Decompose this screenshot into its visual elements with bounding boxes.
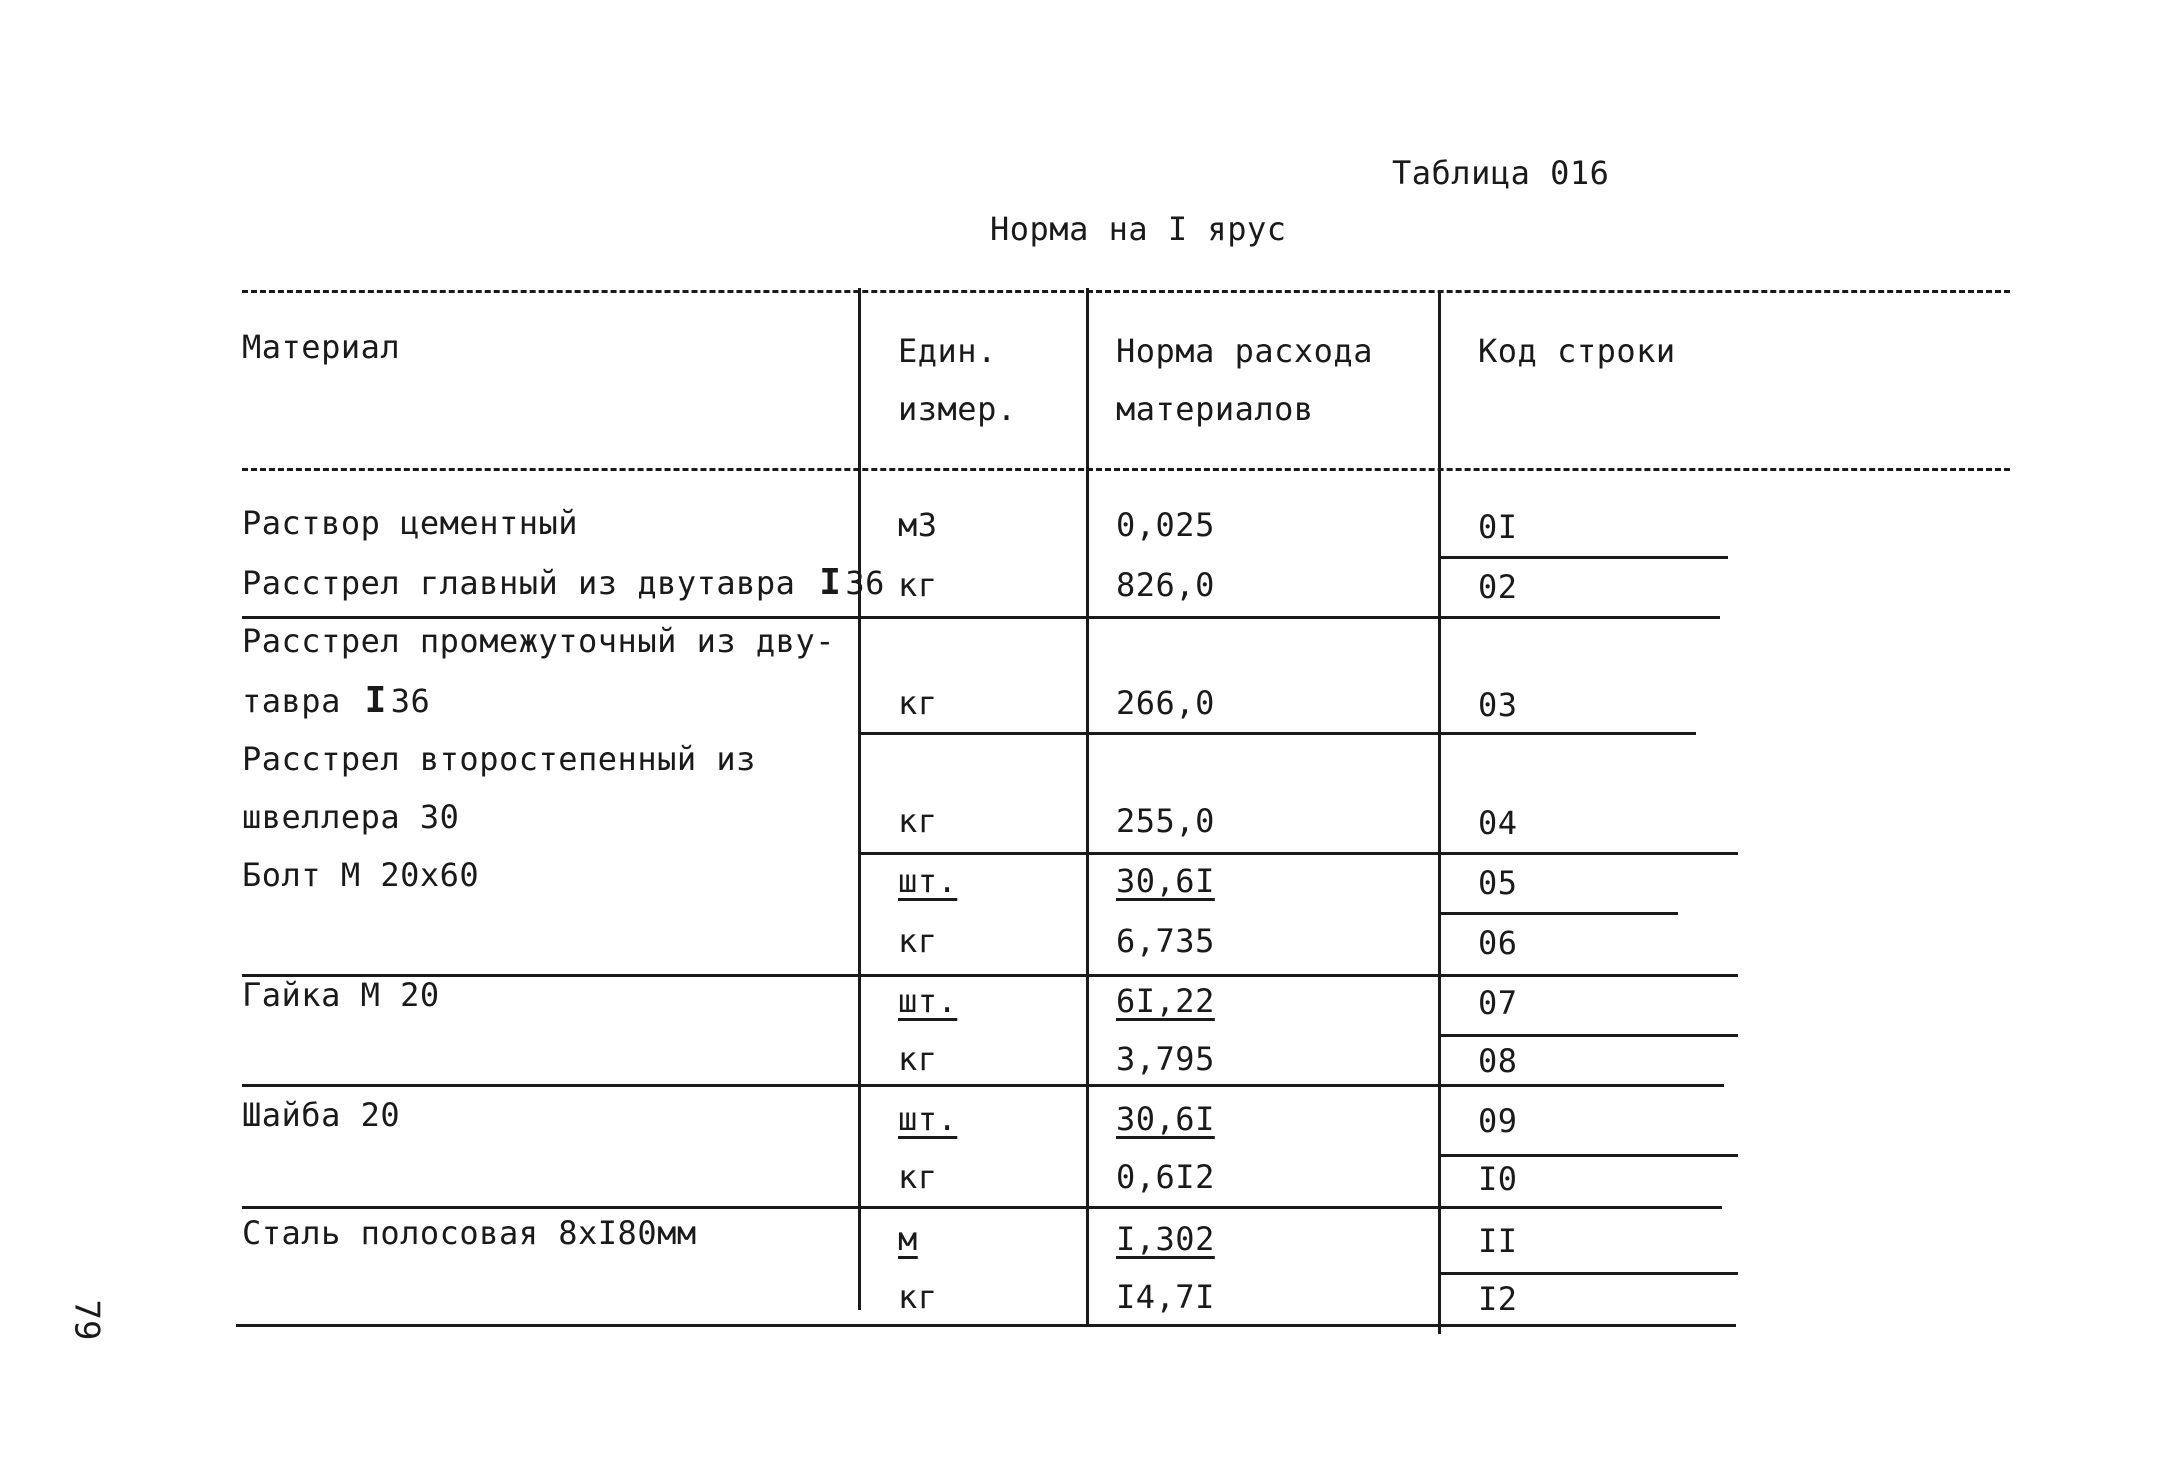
row-07-code: 07 <box>1478 984 1518 1022</box>
row-03-material-line1: Расстрел промежуточный из дву- <box>242 622 835 660</box>
row-11-material: Сталь полосовая 8хI80мм <box>242 1214 697 1252</box>
row-02-material-text: Расстрел главный из двутавра <box>242 564 796 602</box>
row-04-value: 255,0 <box>1116 802 1215 840</box>
row-05-value: 30,6I <box>1116 862 1215 900</box>
row-05-material: Болт М 20х60 <box>242 856 480 894</box>
row-03-unit: кг <box>898 684 938 722</box>
row-08-code: 08 <box>1478 1042 1518 1080</box>
row-rule <box>1438 556 1728 559</box>
row-rule <box>1438 1154 1738 1157</box>
row-rule <box>242 1206 1722 1209</box>
table-bottom-rule <box>236 1324 1736 1327</box>
table-subtitle: Норма на I ярус <box>990 210 1287 248</box>
row-07-material: Гайка М 20 <box>242 976 440 1014</box>
row-04-unit: кг <box>898 802 938 840</box>
header-unit-line1: Един. <box>898 332 997 370</box>
row-rule <box>242 616 1720 619</box>
row-08-unit: кг <box>898 1040 938 1078</box>
row-rule <box>1438 1034 1738 1037</box>
row-rule <box>242 974 1738 977</box>
table-number: Таблица 016 <box>1392 154 1610 192</box>
row-08-value: 3,795 <box>1116 1040 1215 1078</box>
row-10-code: I0 <box>1478 1160 1518 1198</box>
header-norm-line2: материалов <box>1116 390 1314 428</box>
row-06-unit: кг <box>898 922 938 960</box>
row-01-material: Раствор цементный <box>242 504 579 542</box>
column-divider-1 <box>858 288 861 1310</box>
row-09-value: 30,6I <box>1116 1100 1215 1138</box>
row-12-value: I4,7I <box>1116 1278 1215 1316</box>
row-06-value: 6,735 <box>1116 922 1215 960</box>
i-beam-icon: I <box>364 680 387 721</box>
row-10-unit: кг <box>898 1158 938 1196</box>
row-04-code: 04 <box>1478 804 1518 842</box>
row-02-code: 02 <box>1478 568 1518 606</box>
page-number: 79 <box>66 1299 107 1341</box>
row-09-unit: шт. <box>898 1100 958 1138</box>
column-divider-2 <box>1086 288 1089 1326</box>
row-03-code: 03 <box>1478 686 1518 724</box>
row-07-unit: шт. <box>898 982 958 1020</box>
row-02-material <box>242 562 885 603</box>
row-10-value: 0,6I2 <box>1116 1158 1215 1196</box>
row-06-code: 06 <box>1478 924 1518 962</box>
row-03-material-text: тавра <box>242 682 341 720</box>
row-12-code: I2 <box>1478 1280 1518 1318</box>
row-11-unit: м <box>898 1220 918 1258</box>
row-02-value: 826,0 <box>1116 566 1215 604</box>
row-09-material: Шайба 20 <box>242 1096 401 1134</box>
row-01-code: 0I <box>1478 508 1518 546</box>
row-03-value: 266,0 <box>1116 684 1215 722</box>
column-divider-3 <box>1438 292 1441 1334</box>
row-rule <box>858 732 1696 735</box>
row-01-unit: м3 <box>898 506 938 544</box>
row-rule <box>1438 912 1678 915</box>
row-12-unit: кг <box>898 1278 938 1316</box>
header-unit-line2: измер. <box>898 390 1017 428</box>
header-bottom-rule <box>242 468 2010 471</box>
row-04-material-line1: Расстрел второстепенный из <box>242 740 756 778</box>
row-03-material-line2 <box>242 680 430 721</box>
row-rule <box>1438 1272 1738 1275</box>
row-09-code: 09 <box>1478 1102 1518 1140</box>
i-beam-icon: I <box>819 562 842 603</box>
row-04-material-line2: швеллера 30 <box>242 798 460 836</box>
row-05-code: 05 <box>1478 864 1518 902</box>
row-07-value: 6I,22 <box>1116 982 1215 1020</box>
row-rule <box>858 852 1738 855</box>
row-11-code: II <box>1478 1222 1518 1260</box>
row-rule <box>242 1084 1724 1087</box>
row-02-unit: кг <box>898 566 938 604</box>
row-01-value: 0,025 <box>1116 506 1215 544</box>
row-03-beam-number: 36 <box>390 682 431 720</box>
row-02-beam-number: 36 <box>845 564 885 602</box>
header-code: Код строки <box>1478 332 1676 370</box>
header-material: Материал <box>242 328 401 366</box>
row-05-unit: шт. <box>898 862 958 900</box>
header-norm-line1: Норма расхода <box>1116 332 1373 370</box>
header-top-rule <box>242 290 2010 293</box>
row-11-value: I,302 <box>1116 1220 1215 1258</box>
